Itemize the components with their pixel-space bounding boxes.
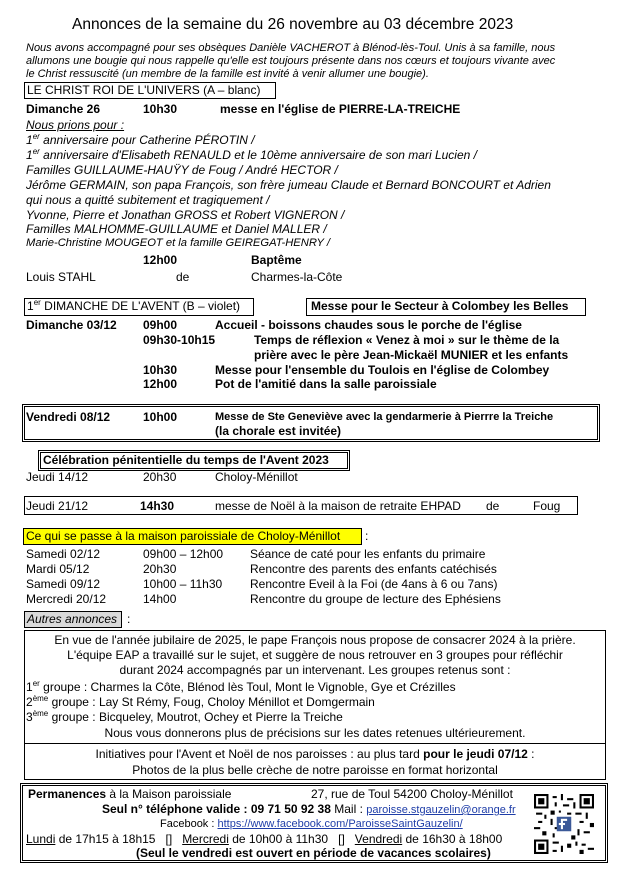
- intro-line-1: Nous avons accompagné pour ses obsèques Danièle VACHEROT à Blénod-lès-Toul. Unis à sa famille, nous: [26, 42, 556, 54]
- maison-time-2: 20h30: [143, 562, 177, 576]
- prayer-3: Familles GUILLAUME-HAUŸY de Foug / André HECTOR /: [26, 163, 338, 177]
- maison-time-4: 14h00: [143, 592, 177, 606]
- qr-code-icon: [534, 794, 594, 854]
- maison-time-3: 10h00 – 11h30: [143, 577, 223, 591]
- christ-roi-heading: LE CHRIST ROI DE L'UNIVERS (A – blanc): [27, 83, 261, 97]
- jubile-line-2: L'équipe EAP a travaillé sur le sujet, et suggère de nous retrouver en 3 groupes pour réfléchir: [67, 648, 563, 662]
- noel-text: messe de Noël à la maison de retraite EHPAD: [215, 499, 461, 513]
- penitence-heading: Célébration pénitentielle du temps de l'Avent 2023: [43, 453, 329, 467]
- avent-text-2: Temps de réflexion « Venez à moi » sur le thème de la: [254, 333, 560, 347]
- avent-day: Dimanche 03/12: [26, 318, 117, 332]
- bapteme-label: Baptême: [251, 253, 302, 267]
- avent-time-1: 09h00: [143, 318, 178, 332]
- vendredi-day: Vendredi 08/12: [26, 410, 111, 424]
- prayer-6: Yvonne, Pierre et Jonathan GROSS et Robert VIGNERON /: [26, 208, 345, 222]
- maison-heading: Ce qui se passe à la maison paroissiale de Choloy-Ménillot: [26, 529, 341, 543]
- jubile-group-1: 1er groupe : Charmes la Côte, Blénod lès Toul, Mont le Vignoble, Gye et Crézilles: [26, 679, 456, 694]
- vendredi-line-1: Messe de Ste Geneviève avec la gendarmerie à Pierrre la Treiche: [215, 411, 554, 423]
- maison-day-4: Mercredi 20/12: [26, 592, 107, 606]
- bapteme-place: Charmes-la-Côte: [251, 270, 343, 284]
- avent-heading: 1er DIMANCHE DE L'AVENT (B – violet): [27, 298, 241, 313]
- autres-colon: :: [127, 612, 131, 626]
- maison-colon: :: [365, 529, 369, 543]
- noel-time: 14h30: [140, 499, 175, 513]
- permanences-line-1: Permanences à la Maison paroissiale: [28, 787, 232, 801]
- penitence-day: Jeudi 14/12: [26, 470, 89, 484]
- maison-text-4: Rencontre du groupe de lecture des Ephésiens: [250, 592, 501, 606]
- intro-line-3: le Christ ressuscité (un membre de la famille est invité à venir allumer une bougie).: [26, 68, 429, 80]
- prayer-1: 1er anniversaire pour Catherine PÉROTIN /: [26, 132, 255, 147]
- maison-text-3: Rencontre Eveil à la Foi (de 4ans à 6 ou 7ans): [250, 577, 498, 591]
- avent-text-3: prière avec le père Jean-Mickaël MUNIER et les enfants: [254, 348, 569, 362]
- prayers-label: Nous prions pour :: [26, 118, 125, 132]
- noel-day: Jeudi 21/12: [26, 499, 89, 513]
- penitence-time: 20h30: [143, 470, 177, 484]
- maison-day-2: Mardi 05/12: [26, 562, 90, 576]
- jubile-group-3: 3ème groupe : Bicqueley, Moutrot, Ochey et Pierre la Treiche: [26, 709, 343, 724]
- prayer-2: 1er anniversaire d'Elisabeth RENAULD et le 10ème anniversaire de son mari Lucien /: [26, 147, 477, 162]
- avent-time-5: 12h00: [143, 377, 178, 391]
- permanences-hours: Lundi de 17h15 à 18h15 [] Mercredi de 10h00 à 11h30 [] Vendredi de 16h30 à 18h00: [26, 832, 503, 846]
- initiatives-line-2: Photos de la plus belle crèche de notre paroisse en format horizontal: [132, 763, 498, 777]
- permanences-note: (Seul le vendredi est ouvert en période de vacances scolaires): [136, 846, 491, 860]
- noel-de: de: [486, 499, 500, 513]
- maison-text-2: Rencontre des parents des enfants catéchisés: [250, 562, 497, 576]
- avent-time-2: 09h30-10h15: [143, 333, 216, 347]
- intro-line-2: allumons une bougie qui nous rappelle qu'elle est toujours présente dans nos cœurs et toujours vivante avec: [26, 55, 556, 67]
- permanences-contact: Seul n° téléphone valide : 09 71 50 92 38 Mail : paroisse.stgauzelin@orange.fr: [102, 802, 516, 816]
- avent-text-4: Messe pour l'ensemble du Toulois en l'église de Colombey: [215, 363, 550, 377]
- maison-day-1: Samedi 02/12: [26, 547, 101, 561]
- noel-place: Foug: [533, 499, 561, 513]
- jubile-group-2: 2ème groupe : Lay St Rémy, Foug, Choloy Ménillot et Domgermain: [26, 694, 375, 709]
- maison-text-1: Séance de caté pour les enfants du primaire: [250, 547, 486, 561]
- prayer-7: Familles MALHOMME-GUILLAUME et Daniel MALLER /: [26, 222, 327, 236]
- initiatives-line-1: Initiatives pour l'Avent et Noël de nos paroisses : au plus tard pour le jeudi 07/12 :: [95, 747, 535, 761]
- prayer-8: Marie-Christine MOUGEOT et la famille GEIREGAT-HENRY /: [26, 237, 330, 249]
- avent-time-4: 10h30: [143, 363, 178, 377]
- bapteme-time: 12h00: [143, 253, 178, 267]
- permanences-facebook: Facebook : https://www.facebook.com/ParoisseSaintGauzelin/: [160, 818, 463, 830]
- christ-roi-day: Dimanche 26: [26, 102, 101, 116]
- bapteme-de: de: [176, 270, 190, 284]
- bapteme-name: Louis STAHL: [26, 270, 96, 284]
- jubile-line-1: En vue de l'année jubilaire de 2025, le pape François nous propose de consacrer 2024 à la prière.: [54, 633, 576, 647]
- avent-text-5: Pot de l'amitié dans la salle paroissiale: [215, 377, 437, 391]
- vendredi-line-2: (la chorale est invitée): [215, 424, 342, 438]
- christ-roi-time: 10h30: [143, 102, 178, 116]
- jubile-line-3: durant 2024 accompagnés par un intervenant. Les groupes retenus sont :: [119, 663, 511, 677]
- vendredi-time: 10h00: [143, 410, 178, 424]
- avent-text-1: Accueil - boissons chaudes sous le porche de l'église: [215, 318, 522, 332]
- maison-time-1: 09h00 – 12h00: [143, 547, 224, 561]
- christ-roi-event: messe en l'église de PIERRE-LA-TREICHE: [220, 102, 461, 116]
- prayer-4: Jérôme GERMAIN, son papa François, son frère jumeau Claude et Bernard BONCOURT et Adrien: [26, 178, 551, 192]
- secteur-label: Messe pour le Secteur à Colombey les Belles: [311, 299, 569, 313]
- jubile-closing: Nous vous donnerons plus de précisions sur les dates retenues ultérieurement.: [104, 726, 526, 740]
- permanences-address: 27, rue de Toul 54200 Choloy-Ménillot: [311, 787, 513, 801]
- mail-link[interactable]: paroisse.stgauzelin@orange.fr: [366, 804, 516, 816]
- facebook-link[interactable]: https://www.facebook.com/ParoisseSaintGauzelin/: [217, 818, 463, 830]
- prayer-5: qui nous a quitté subitement et tragiquement /: [26, 193, 270, 207]
- autres-heading: Autres annonces: [27, 612, 118, 626]
- page-title: Annonces de la semaine du 26 novembre au 03 décembre 2023: [72, 16, 514, 33]
- penitence-place: Choloy-Ménillot: [215, 470, 298, 484]
- maison-day-3: Samedi 09/12: [26, 577, 101, 591]
